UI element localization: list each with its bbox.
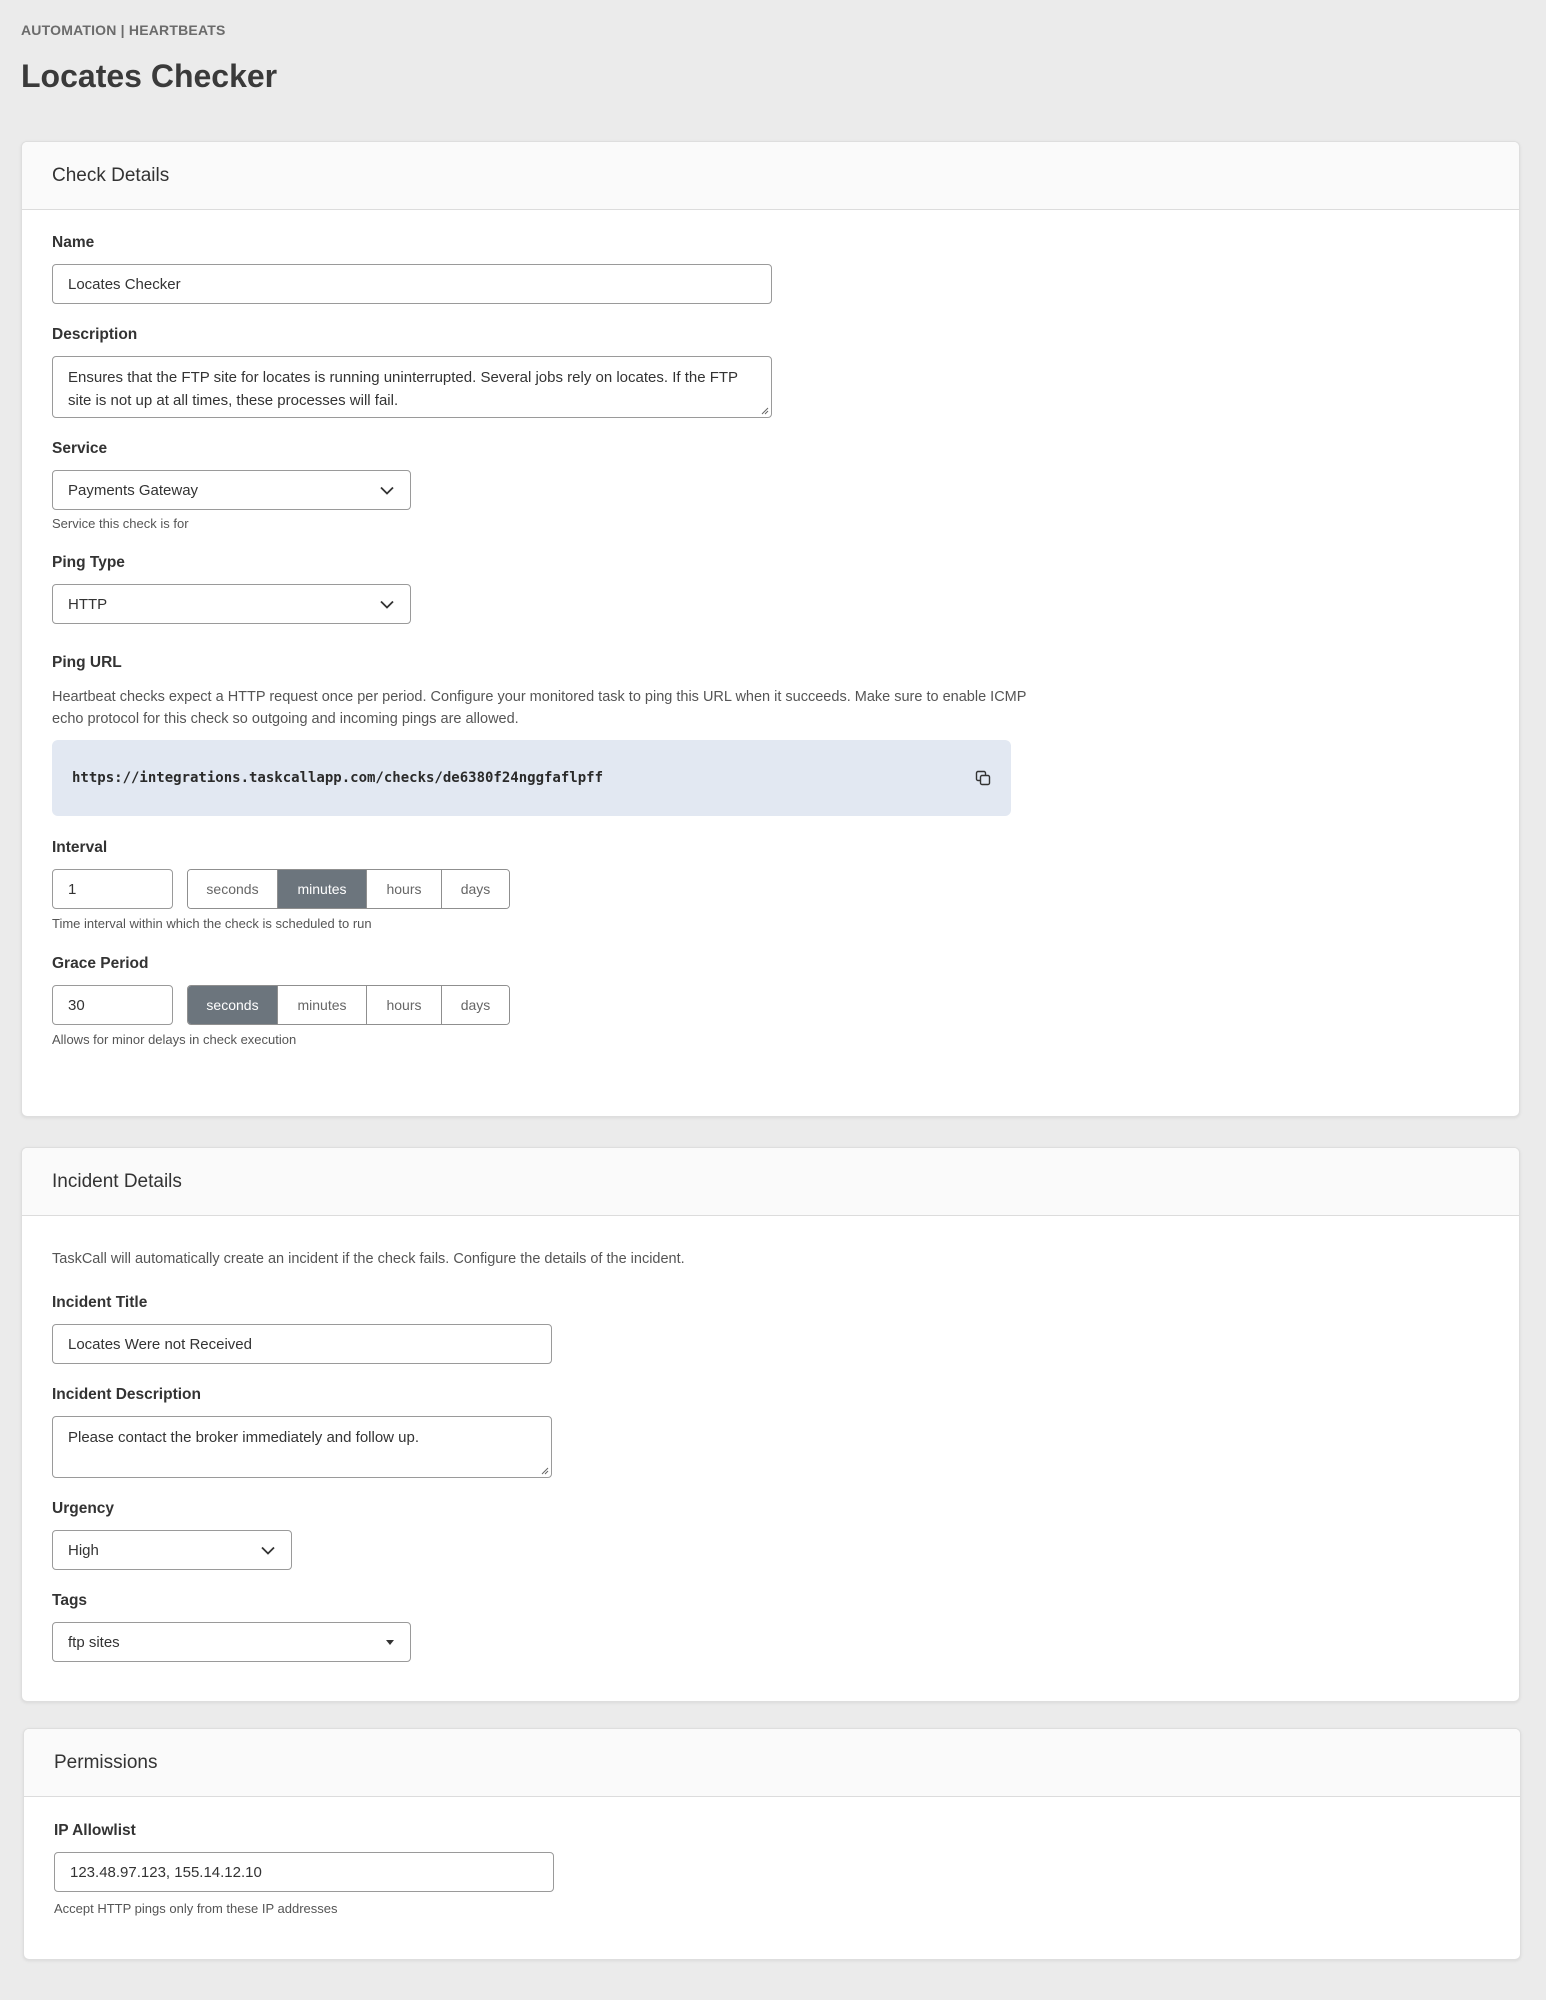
- breadcrumb: AUTOMATION | HEARTBEATS: [21, 22, 226, 38]
- grace-unit-minutes[interactable]: minutes: [278, 986, 367, 1024]
- check-details-card: [21, 141, 1520, 1117]
- grace-unit-selector: [187, 985, 510, 1025]
- description-textarea[interactable]: [52, 356, 772, 418]
- check-details-header: Check Details: [22, 142, 1519, 210]
- ping-type-label: Ping Type: [52, 554, 125, 571]
- name-input[interactable]: [52, 264, 772, 304]
- grace-period-help: Allows for minor delays in check execution: [52, 1032, 297, 1047]
- interval-unit-hours[interactable]: hours: [367, 870, 442, 908]
- incident-title-input-value: Locates Were not Received: [68, 1335, 252, 1353]
- caret-down-icon: [386, 1640, 394, 1645]
- ip-allowlist-input[interactable]: [54, 1852, 554, 1892]
- incident-details-header: Incident Details: [22, 1148, 1519, 1216]
- service-select[interactable]: [52, 470, 411, 510]
- ping-url-label: Ping URL: [52, 654, 122, 671]
- ping-type-select-value: HTTP: [68, 595, 108, 613]
- ping-type-select[interactable]: [52, 584, 411, 624]
- name-label: Name: [52, 234, 95, 251]
- chevron-down-icon: [261, 1546, 275, 1555]
- ip-allowlist-help: Accept HTTP pings only from these IP addresses: [54, 1901, 338, 1916]
- tags-select-value: ftp sites: [68, 1633, 120, 1651]
- service-help: Service this check is for: [52, 516, 189, 531]
- interval-input[interactable]: [52, 869, 173, 909]
- description-label: Description: [52, 326, 138, 343]
- resize-handle-icon[interactable]: [540, 1466, 549, 1475]
- interval-unit-days[interactable]: days: [442, 870, 509, 908]
- ping-url-box: [52, 740, 1011, 816]
- grace-period-label: Grace Period: [52, 955, 149, 972]
- service-select-value: Payments Gateway: [68, 481, 199, 499]
- ip-allowlist-label: IP Allowlist: [54, 1822, 136, 1839]
- incident-description-label: Incident Description: [52, 1386, 201, 1403]
- incident-title-input[interactable]: [52, 1324, 552, 1364]
- interval-unit-selector: [187, 869, 510, 909]
- incident-title-label: Incident Title: [52, 1294, 148, 1311]
- resize-handle-icon[interactable]: [760, 406, 769, 415]
- grace-unit-hours[interactable]: hours: [367, 986, 442, 1024]
- chevron-down-icon: [380, 600, 394, 609]
- permissions-card: [23, 1728, 1521, 1960]
- service-label: Service: [52, 440, 108, 457]
- incident-details-card: [21, 1147, 1520, 1702]
- interval-unit-seconds[interactable]: seconds: [188, 870, 278, 908]
- copy-icon[interactable]: [975, 770, 991, 786]
- interval-help: Time interval within which the check is scheduled to run: [52, 916, 372, 931]
- chevron-down-icon: [380, 486, 394, 495]
- permissions-header: Permissions: [24, 1729, 1520, 1797]
- ip-allowlist-input-value: 123.48.97.123, 155.14.12.10: [70, 1863, 262, 1881]
- name-input-value: Locates Checker: [68, 275, 181, 293]
- grace-period-input-value: 30: [68, 996, 85, 1014]
- description-textarea-value: Ensures that the FTP site for locates is running uninterrupted. Several jobs rely on locates. If the FTP site is not up at all times, these processes will fail.: [68, 369, 738, 409]
- grace-unit-days[interactable]: days: [442, 986, 509, 1024]
- urgency-select[interactable]: [52, 1530, 292, 1570]
- ping-url-value[interactable]: https://integrations.taskcallapp.com/checks/de6380f24nggfaflpff: [72, 770, 604, 786]
- ping-url-description: Heartbeat checks expect a HTTP request once per period. Configure your monitored task to ping this URL when it succeeds. Make sure to enable ICMP echo protocol for this check so outgoing and incoming pings are allowed.: [52, 689, 1027, 727]
- urgency-select-value: High: [68, 1541, 99, 1559]
- incident-description-textarea[interactable]: [52, 1416, 552, 1478]
- interval-input-value: 1: [68, 880, 77, 898]
- interval-unit-minutes[interactable]: minutes: [278, 870, 367, 908]
- incident-description-textarea-value: Please contact the broker immediately and follow up.: [68, 1429, 420, 1446]
- page-title: Locates Checker: [21, 58, 278, 94]
- interval-label: Interval: [52, 839, 108, 856]
- urgency-label: Urgency: [52, 1500, 115, 1517]
- incident-intro: TaskCall will automatically create an incident if the check fails. Configure the details of the incident.: [52, 1251, 685, 1267]
- tags-label: Tags: [52, 1592, 88, 1609]
- grace-unit-seconds[interactable]: seconds: [188, 986, 278, 1024]
- tags-select[interactable]: [52, 1622, 411, 1662]
- grace-period-input[interactable]: [52, 985, 173, 1025]
